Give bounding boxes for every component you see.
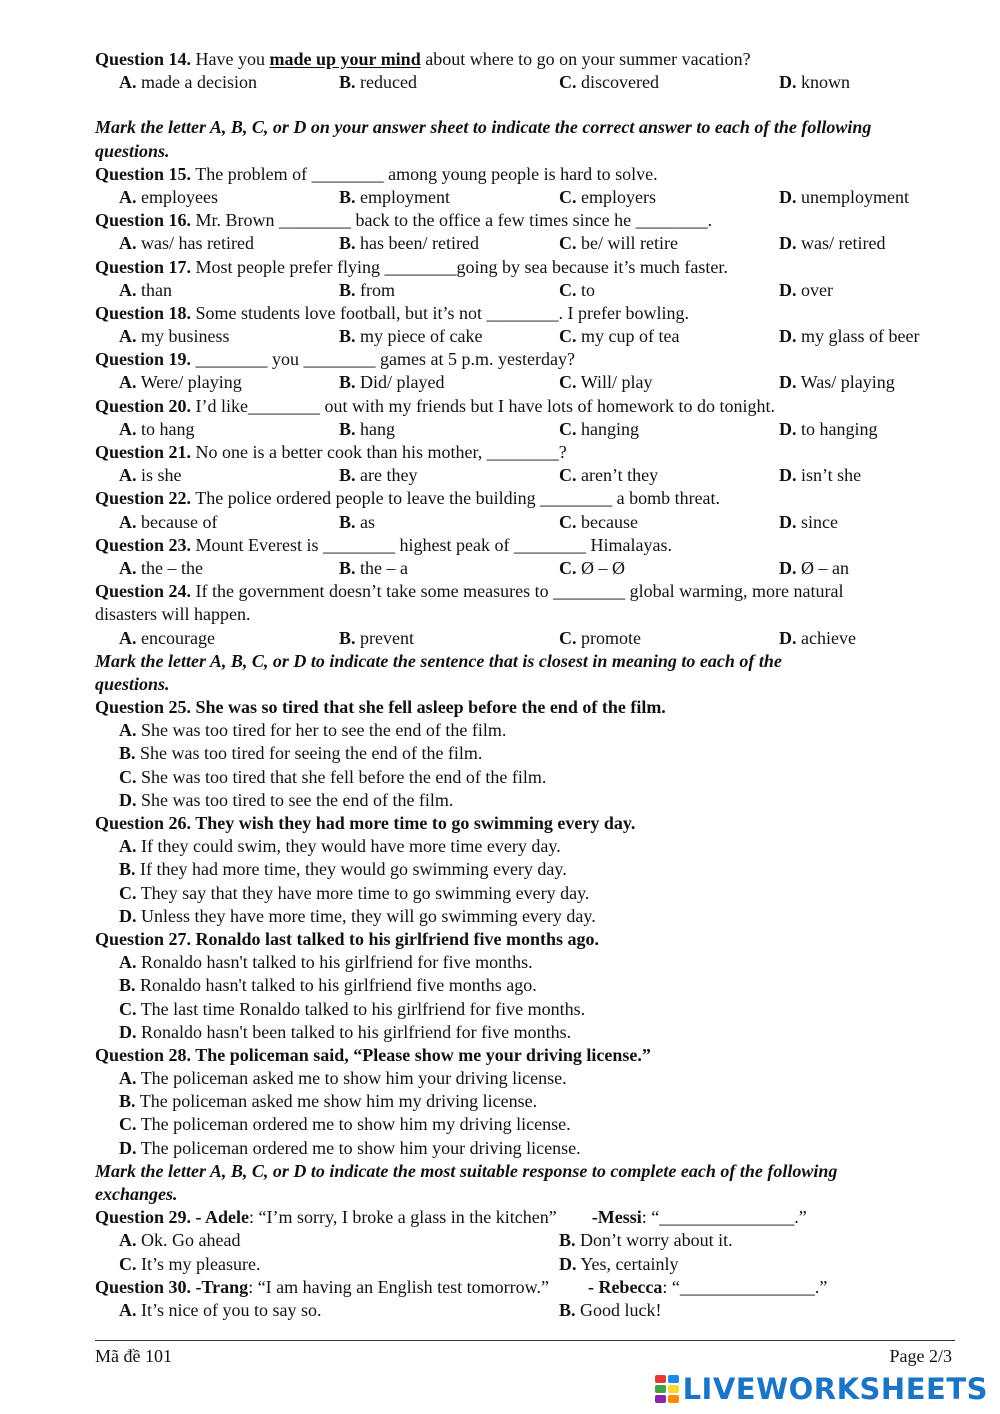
- question-stem: She was so tired that she fell asleep before the end of the film.: [195, 697, 666, 718]
- option-b[interactable]: B. the – a: [339, 557, 408, 578]
- option-c[interactable]: C. aren’t they: [559, 465, 659, 486]
- option-a[interactable]: A. made a decision: [119, 72, 257, 93]
- question-stem: The police ordered people to leave the building ________ a bomb threat.: [195, 488, 721, 509]
- question-stem: The problem of ________ among young people is hard to solve.: [195, 163, 658, 184]
- option-c[interactable]: C. She was too tired that she fell before the end of the film.: [119, 766, 547, 787]
- section-instruction: Mark the letter A, B, C, or D on your answer sheet to indicate the correct answer to each of the following: [95, 117, 872, 138]
- question: [95, 487, 960, 510]
- question: [95, 441, 960, 464]
- question-stem: I’d like________ out with my friends but I have lots of homework to do tonight.: [195, 395, 775, 416]
- option-a[interactable]: A. The policeman asked me to show him your driving license.: [119, 1068, 567, 1089]
- option-d[interactable]: D. known: [779, 72, 850, 93]
- options-row: [95, 627, 960, 650]
- options-row: [95, 557, 960, 580]
- option-d[interactable]: D. Was/ playing: [779, 372, 895, 393]
- option-c[interactable]: C. because: [559, 511, 638, 532]
- option-a[interactable]: A. than: [119, 279, 172, 300]
- question: [95, 256, 960, 279]
- section-instruction-cont: exchanges.: [95, 1184, 178, 1204]
- logo-square: [668, 1375, 679, 1383]
- question: [95, 209, 960, 232]
- question-stem: Ronaldo last talked to his girlfriend five months ago.: [195, 928, 600, 949]
- options-row: [95, 325, 960, 348]
- question-stem: Mr. Brown ________ back to the office a few times since he ________.: [195, 210, 713, 231]
- question: [95, 302, 960, 325]
- option-c[interactable]: C. They say that they have more time to go swimming every day.: [119, 882, 590, 903]
- question-14: [95, 48, 960, 71]
- question: [95, 1044, 960, 1067]
- question-label: Question 23.: [95, 534, 192, 555]
- options-row: [95, 418, 960, 441]
- options-row: [95, 232, 960, 255]
- option-a[interactable]: A. my business: [119, 326, 230, 347]
- brand-name: LIVEWORKSHEETS: [682, 1372, 988, 1406]
- option-b[interactable]: B. my piece of cake: [339, 326, 483, 347]
- speaker-2-line: : “_______________.”: [641, 1207, 807, 1228]
- option-a[interactable]: A. to hang: [119, 418, 195, 439]
- question-stem: ________ you ________ games at 5 p.m. yesterday?: [195, 349, 575, 370]
- option-d[interactable]: D. achieve: [779, 627, 856, 648]
- question-label: Question 27.: [95, 928, 192, 949]
- question-stem: The policeman said, “Please show me your driving license.”: [195, 1044, 651, 1065]
- question-stem: Some students love football, but it’s not ________. I prefer bowling.: [195, 302, 689, 323]
- options-row: [95, 1229, 960, 1252]
- option-b[interactable]: B. from: [339, 279, 396, 300]
- option-b[interactable]: B. are they: [339, 465, 418, 486]
- question-label: Question 14.: [95, 49, 192, 69]
- option-d[interactable]: D. Yes, certainly: [559, 1253, 679, 1274]
- option-c[interactable]: C. be/ will retire: [559, 233, 678, 254]
- option-a[interactable]: A. Ronaldo hasn't talked to his girlfriend for five months.: [119, 952, 533, 973]
- option-c[interactable]: C. to: [559, 279, 596, 300]
- section-instruction-cont: questions.: [95, 673, 170, 694]
- option-b[interactable]: B. hang: [339, 418, 396, 439]
- question-label: Question 24.: [95, 581, 192, 602]
- question-stem-pre: Have you: [195, 49, 265, 69]
- options-row: [95, 71, 960, 94]
- option-a[interactable]: A. Ok. Go ahead: [119, 1230, 241, 1251]
- option-d[interactable]: D. was/ retired: [779, 233, 886, 254]
- question-stem: If the government doesn’t take some measures to ________ global warming, more natural: [195, 581, 844, 602]
- option-b[interactable]: B. If they had more time, they would go swimming every day.: [119, 859, 567, 880]
- speaker-2: -Messi: [591, 1207, 642, 1228]
- question-label: Question 25.: [95, 697, 192, 718]
- option-d[interactable]: D. Unless they have more time, they will go swimming every day.: [119, 905, 596, 926]
- option-b[interactable]: B. reduced: [339, 72, 417, 93]
- option-b[interactable]: B. employment: [339, 186, 450, 207]
- option-c[interactable]: C. discovered: [559, 72, 659, 93]
- section-instruction-cont: questions.: [95, 140, 170, 161]
- option-d[interactable]: D. isn’t she: [779, 465, 862, 486]
- options-row: [95, 186, 960, 209]
- option-b[interactable]: B. Good luck!: [559, 1299, 662, 1320]
- question-stem: Mount Everest is ________ highest peak of ________ Himalayas.: [195, 534, 672, 555]
- option-b[interactable]: B. prevent: [339, 627, 414, 648]
- options-row: [95, 279, 960, 302]
- option-d[interactable]: D. since: [779, 511, 838, 532]
- question: [95, 696, 960, 719]
- question: [95, 348, 960, 371]
- section-instruction: Mark the letter A, B, C, or D to indicate the most suitable response to complete each of the following: [95, 1160, 838, 1181]
- question-29: [95, 1206, 960, 1229]
- option-d[interactable]: D. She was too tired to see the end of the film.: [119, 789, 454, 810]
- options-row: [95, 464, 960, 487]
- option-d[interactable]: D. over: [779, 279, 833, 300]
- option-d[interactable]: D. my glass of beer: [779, 326, 920, 347]
- option-c[interactable]: C. Will/ play: [559, 372, 653, 393]
- question: [95, 928, 960, 951]
- question-label: Question 19.: [95, 349, 192, 370]
- question-label: Question 15.: [95, 163, 192, 184]
- speaker-2-line: : “_______________.”: [662, 1276, 828, 1297]
- question-label: Question 29.: [95, 1207, 192, 1228]
- logo-square: [668, 1395, 679, 1403]
- question-stem: Most people prefer flying ________going by sea because it’s much faster.: [195, 256, 728, 277]
- question-label: Question 26.: [95, 813, 192, 833]
- multiple-choice-list: [95, 163, 960, 580]
- question-label: Question 20.: [95, 395, 192, 416]
- brand-logo-icon: [655, 1375, 679, 1403]
- option-a[interactable]: A. employees: [119, 186, 218, 207]
- option-c[interactable]: C. employers: [559, 186, 656, 207]
- question: [95, 395, 960, 418]
- question: [95, 534, 960, 557]
- speaker-1: - Adele: [195, 1207, 250, 1228]
- option-a[interactable]: A. was/ has retired: [119, 233, 254, 254]
- question-label: Question 17.: [95, 256, 192, 277]
- option-a[interactable]: A. It’s nice of you to say so.: [119, 1299, 322, 1320]
- options-row: [95, 1253, 960, 1276]
- liveworksheets-logo[interactable]: [655, 1372, 988, 1406]
- question-label: Question 30.: [95, 1276, 192, 1297]
- option-c[interactable]: C. It’s my pleasure.: [119, 1253, 261, 1274]
- options-row: [95, 511, 960, 534]
- question-label: Question 28.: [95, 1044, 192, 1065]
- question-label: Question 22.: [95, 488, 192, 509]
- worksheet-page: [95, 48, 960, 1322]
- option-c[interactable]: C. The last time Ronaldo talked to his girlfriend for five months.: [119, 998, 586, 1019]
- option-b[interactable]: B. She was too tired for seeing the end of the film.: [119, 743, 483, 764]
- option-a[interactable]: A. encourage: [119, 627, 215, 648]
- option-c[interactable]: C. hanging: [559, 418, 639, 439]
- option-a[interactable]: A. because of: [119, 511, 218, 532]
- option-b[interactable]: B. The policeman asked me show him my driving license.: [119, 1091, 538, 1112]
- logo-square: [655, 1385, 666, 1393]
- question: [95, 812, 960, 835]
- exam-code: Mã đề 101: [95, 1346, 172, 1366]
- question-label: Question 16.: [95, 210, 192, 231]
- option-a[interactable]: A. She was too tired for her to see the end of the film.: [119, 720, 507, 741]
- option-b[interactable]: B. Don’t worry about it.: [559, 1230, 733, 1251]
- question-24: [95, 580, 960, 603]
- logo-square: [655, 1375, 666, 1383]
- speaker-1-line: : “I’m sorry, I broke a glass in the kitchen”: [249, 1207, 557, 1228]
- option-c[interactable]: C. promote: [559, 627, 641, 648]
- question-label: Question 21.: [95, 442, 192, 462]
- section-instruction: Mark the letter A, B, C, or D to indicate the sentence that is closest in meaning to each of the: [95, 650, 782, 671]
- option-d[interactable]: D. to hanging: [779, 418, 878, 439]
- sentence-transformation-list: [95, 696, 960, 1160]
- option-c[interactable]: C. my cup of tea: [559, 326, 680, 347]
- page-number: Page 2/3: [889, 1346, 952, 1366]
- underlined-phrase: made up your mind: [269, 49, 421, 69]
- speaker-1: -Trang: [195, 1276, 249, 1297]
- option-c[interactable]: C. Ø – Ø: [559, 557, 625, 578]
- option-b[interactable]: B. has been/ retired: [339, 233, 479, 254]
- options-row: [95, 1299, 960, 1322]
- option-a[interactable]: A. If they could swim, they would have more time every day.: [119, 836, 561, 857]
- logo-square: [668, 1385, 679, 1393]
- question-label: Question 18.: [95, 302, 192, 323]
- logo-square: [655, 1395, 666, 1403]
- speaker-2: - Rebecca: [587, 1276, 663, 1297]
- question: [95, 163, 960, 186]
- option-a[interactable]: A. the – the: [119, 557, 203, 578]
- option-d[interactable]: D. Ø – an: [779, 557, 849, 578]
- option-c[interactable]: C. The policeman ordered me to show him my driving license.: [119, 1114, 571, 1135]
- question-stem-post: about where to go on your summer vacation?: [425, 49, 751, 69]
- option-d[interactable]: D. unemployment: [779, 186, 909, 207]
- option-b[interactable]: B. Ronaldo hasn't talked to his girlfriend five months ago.: [119, 975, 537, 996]
- option-b[interactable]: B. Did/ played: [339, 372, 445, 393]
- option-a[interactable]: A. Were/ playing: [119, 372, 242, 393]
- option-a[interactable]: A. is she: [119, 465, 182, 486]
- question-stem: They wish they had more time to go swimming every day.: [195, 813, 636, 833]
- option-d[interactable]: D. The policeman ordered me to show him your driving license.: [119, 1137, 581, 1158]
- option-d[interactable]: D. Ronaldo hasn't been talked to his girlfriend for five months.: [119, 1021, 572, 1042]
- option-b[interactable]: B. as: [339, 511, 376, 532]
- footer-divider: [95, 1340, 955, 1341]
- options-row: [95, 371, 960, 394]
- question-stem: No one is a better cook than his mother, ________?: [195, 442, 567, 462]
- speaker-1-line: : “I am having an English test tomorrow.”: [248, 1276, 549, 1297]
- question-stem-cont: disasters will happen.: [95, 604, 251, 625]
- question-30: [95, 1276, 960, 1299]
